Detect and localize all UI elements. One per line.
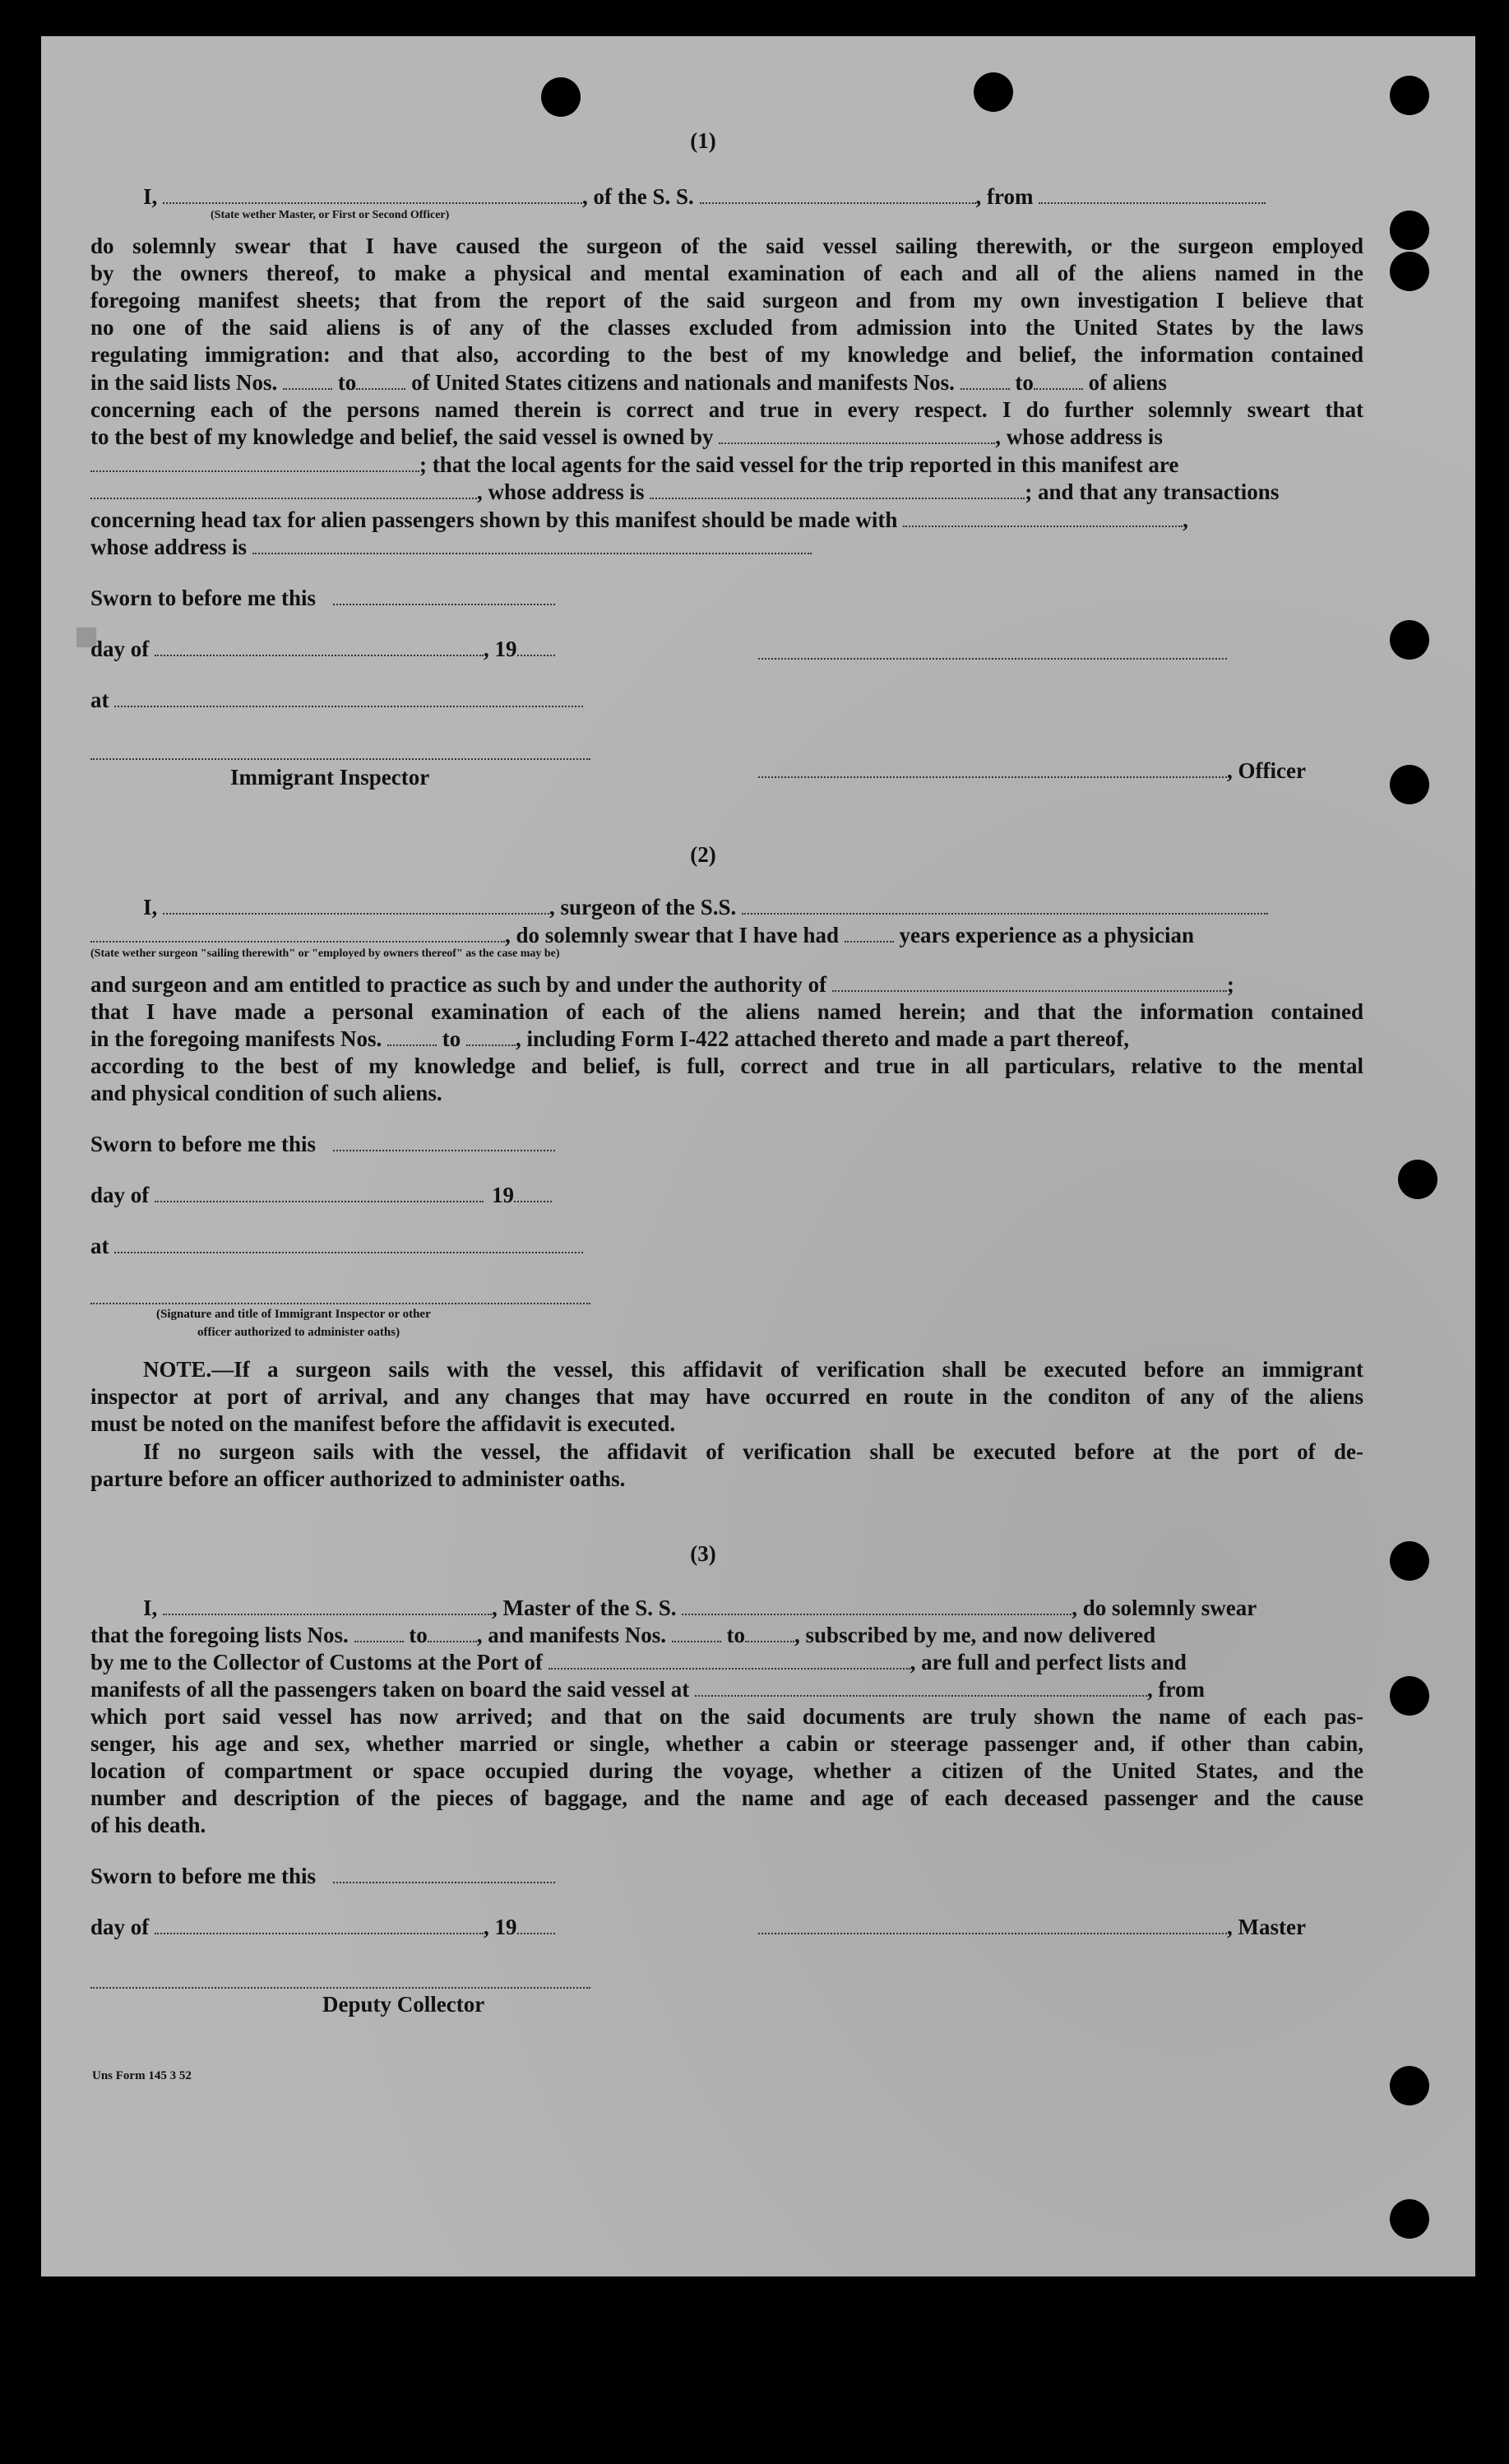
from-port-field[interactable]	[1039, 184, 1266, 204]
section-1-line-1	[143, 183, 1363, 211]
section-1-para-line: no one of the said aliens is of any of the classes excluded from admission into the United States by the laws	[90, 315, 1363, 340]
officer-signature-row: , Officer	[758, 757, 1306, 785]
section-2-entitled-line: and surgeon and am entitled to practice as such by and under the authority of ;	[90, 972, 1234, 997]
day-of-field[interactable]	[155, 1183, 484, 1202]
i-label: I,	[143, 184, 158, 209]
surgeon-status-field[interactable]	[90, 923, 505, 943]
punch-hole	[1390, 2199, 1429, 2239]
day-of-line: day of , 19	[90, 1913, 555, 1941]
sworn-line: Sworn to before me this	[90, 1862, 555, 1890]
list-no-to-field[interactable]	[428, 1623, 477, 1642]
note-last-line: must be noted on the manifest before the affidavit is executed.	[90, 1411, 676, 1436]
headtax-party-field[interactable]	[903, 507, 1183, 527]
sworn-day-field[interactable]	[333, 1132, 555, 1151]
punch-hole	[1398, 1160, 1437, 1199]
section-2-heading: (2)	[690, 842, 716, 867]
section-2-line-1: I, , surgeon of the S.S.	[143, 893, 1363, 921]
section-3-para-line: which port said vessel has now arrived; and that on the said documents are truly shown the name of each pas-	[90, 1704, 1363, 1729]
section-1-lists-line: in the said lists Nos. to of United States citizens and nationals and manifests Nos. to of aliens	[90, 370, 1167, 395]
signature-line[interactable]	[758, 658, 1227, 660]
master-name-field[interactable]	[163, 1596, 492, 1615]
section-1-heading: (1)	[690, 128, 716, 153]
inspector-signature-line[interactable]	[90, 758, 590, 760]
signature-caption-2: officer authorized to administer oaths)	[197, 1326, 400, 1339]
vessel-name-field[interactable]	[700, 184, 976, 204]
year-field[interactable]	[517, 1915, 555, 1934]
section-3-line-1: I, , Master of the S. S. , do solemnly swear	[143, 1596, 1257, 1620]
of-ss-label: , of the S. S.	[582, 184, 694, 209]
manifest-to-field[interactable]	[466, 1026, 516, 1046]
section-1-para-line: foregoing manifest sheets; that from the report of the said surgeon and from my own investigation I believe that	[90, 288, 1363, 313]
punch-hole	[1390, 2066, 1429, 2105]
sworn-day-field[interactable]	[333, 1864, 555, 1883]
section-2-line-2: , do solemnly swear that I have had years experience as a physician	[90, 921, 1363, 949]
manifest-no-from-field[interactable]	[672, 1623, 721, 1642]
section-3-collector-line: by me to the Collector of Customs at the Port of , are full and perfect lists and	[90, 1650, 1187, 1674]
signature-caption-1: (Signature and title of Immigrant Inspector or other	[156, 1308, 431, 1321]
years-field[interactable]	[845, 923, 894, 943]
section-2-last-line: and physical condition of such aliens.	[90, 1081, 442, 1105]
manifest-no-to-field[interactable]	[745, 1623, 794, 1642]
surgeon-caption: (State wether surgeon "sailing therewith" or "employed by owners thereof" as the case may be)	[90, 947, 560, 960]
inspector-signature-line[interactable]	[90, 1303, 590, 1304]
port-field[interactable]	[549, 1650, 910, 1670]
owner-address-field[interactable]	[90, 452, 419, 472]
at-place-field[interactable]	[114, 1234, 583, 1253]
section-2-para-line: that I have made a personal examination of each of the aliens named herein; and that the information contained	[90, 999, 1363, 1024]
officer-signature-field[interactable]	[758, 758, 1227, 778]
boarding-port-field[interactable]	[695, 1677, 1147, 1697]
form-id: Uns Form 145 3 52	[92, 2069, 192, 2082]
master-signature-field[interactable]	[758, 1915, 1227, 1934]
section-1-owned-line: to the best of my knowledge and belief, the said vessel is owned by , whose address is	[90, 424, 1163, 449]
list-no-from-field[interactable]	[354, 1623, 404, 1642]
section-3-para-line: number and description of the pieces of baggage, and the name and age of each deceased passenger and the cause	[90, 1785, 1363, 1810]
section-3-lists-line: that the foregoing lists Nos. to , and manifests Nos. to , subscribed by me, and now delivered	[90, 1623, 1156, 1647]
owner-field[interactable]	[719, 424, 995, 444]
manifest-from-field[interactable]	[387, 1026, 437, 1046]
punch-hole	[541, 77, 581, 117]
section-1-para-line: regulating immigration: and that also, according to the best of my knowledge and belief, the information contained	[90, 342, 1363, 367]
section-3-heading: (3)	[690, 1541, 716, 1566]
punch-hole	[1390, 620, 1429, 660]
note-2-last-line: parture before an officer authorized to administer oaths.	[90, 1466, 626, 1491]
punch-hole	[1390, 1541, 1429, 1581]
section-1-agents-line: ; that the local agents for the said vessel for the trip reported in this manifest are	[90, 451, 1363, 479]
deputy-signature-line[interactable]	[90, 1987, 590, 1989]
day-of-line: day of , 19	[90, 635, 555, 663]
section-3-last-line: of his death.	[90, 1813, 206, 1837]
punch-hole	[974, 72, 1013, 112]
year-field[interactable]	[517, 637, 555, 656]
day-of-line: day of 19	[90, 1181, 552, 1209]
punch-hole	[1390, 1676, 1429, 1716]
section-1-agents-address-line: , whose address is ; and that any transactions	[90, 478, 1363, 506]
day-of-field[interactable]	[155, 637, 484, 656]
manifest-no-to-field[interactable]	[1034, 370, 1083, 390]
stamp-smudge: ■	[74, 613, 100, 659]
master-vessel-field[interactable]	[682, 1596, 1072, 1615]
section-2-para-line: according to the best of my knowledge and belief, is full, correct and true in all particulars, relative to the mental	[90, 1054, 1363, 1078]
year-field[interactable]	[514, 1183, 552, 1202]
at-line: at	[90, 1232, 583, 1260]
section-3-para-line: senger, his age and sex, whether married or single, whether a cabin or steerage passenger and, if other than cabin,	[90, 1731, 1363, 1756]
punch-hole	[1390, 76, 1429, 115]
section-3-manifests-line: manifests of all the passengers taken on board the said vessel at , from	[90, 1677, 1205, 1702]
immigrant-inspector-label: Immigrant Inspector	[230, 765, 430, 790]
list-no-to-field[interactable]	[356, 370, 405, 390]
authority-field[interactable]	[832, 972, 1227, 992]
section-1-whose-line: whose address is	[90, 533, 812, 561]
punch-hole	[1390, 765, 1429, 804]
agents-address-field[interactable]	[650, 479, 1025, 499]
section-1-concerning-line: concerning each of the persons named therein is correct and true in every respect. I do further solemnly sweart that	[90, 397, 1363, 422]
agents-field[interactable]	[90, 479, 477, 499]
sworn-day-field[interactable]	[333, 586, 555, 605]
sworn-line: Sworn to before me this	[90, 1130, 555, 1158]
section-1-para-line: do solemnly swear that I have caused the surgeon of the said vessel sailing therewith, or the surgeon employed	[90, 234, 1363, 258]
deputy-collector-label: Deputy Collector	[322, 1992, 485, 2017]
punch-hole	[1390, 211, 1429, 250]
at-line: at	[90, 686, 583, 714]
at-place-field[interactable]	[114, 688, 583, 707]
manifest-no-from-field[interactable]	[960, 370, 1010, 390]
section-1-headtax-line: concerning head tax for alien passengers shown by this manifest should be made with ,	[90, 507, 1188, 532]
note-2-line: If no surgeon sails with the vessel, the affidavit of verification shall be executed before at the port of de-	[143, 1439, 1363, 1464]
surgeon-vessel-field[interactable]	[742, 895, 1268, 915]
officer-name-field[interactable]	[163, 184, 582, 204]
surgeon-name-field[interactable]	[163, 895, 549, 915]
form-page	[41, 36, 1475, 2276]
day-of-field[interactable]	[155, 1915, 484, 1934]
list-no-from-field[interactable]	[283, 370, 332, 390]
master-signature-row: , Master	[758, 1913, 1306, 1941]
headtax-address-field[interactable]	[252, 535, 812, 554]
section-2-manifests-line: in the foregoing manifests Nos. to , including Form I-422 attached thereto and made a part thereof,	[90, 1026, 1129, 1051]
section-3-para-line: location of compartment or space occupied during the voyage, whether a citizen of the United States, and the	[90, 1758, 1363, 1783]
section-1-para-line: by the owners thereof, to make a physical and mental examination of each and all of the aliens named in the	[90, 261, 1363, 285]
note-line: inspector at port of arrival, and any changes that may have occurred en route in the conditon of any of the aliens	[90, 1384, 1363, 1409]
punch-hole	[1390, 252, 1429, 291]
master-caption: (State wether Master, or First or Second Officer)	[211, 209, 450, 221]
note-line: NOTE.—If a surgeon sails with the vessel, this affidavit of verification shall be executed before an immigrant	[143, 1357, 1363, 1382]
from-label: , from	[975, 184, 1034, 209]
sworn-line: Sworn to before me this	[90, 584, 555, 612]
